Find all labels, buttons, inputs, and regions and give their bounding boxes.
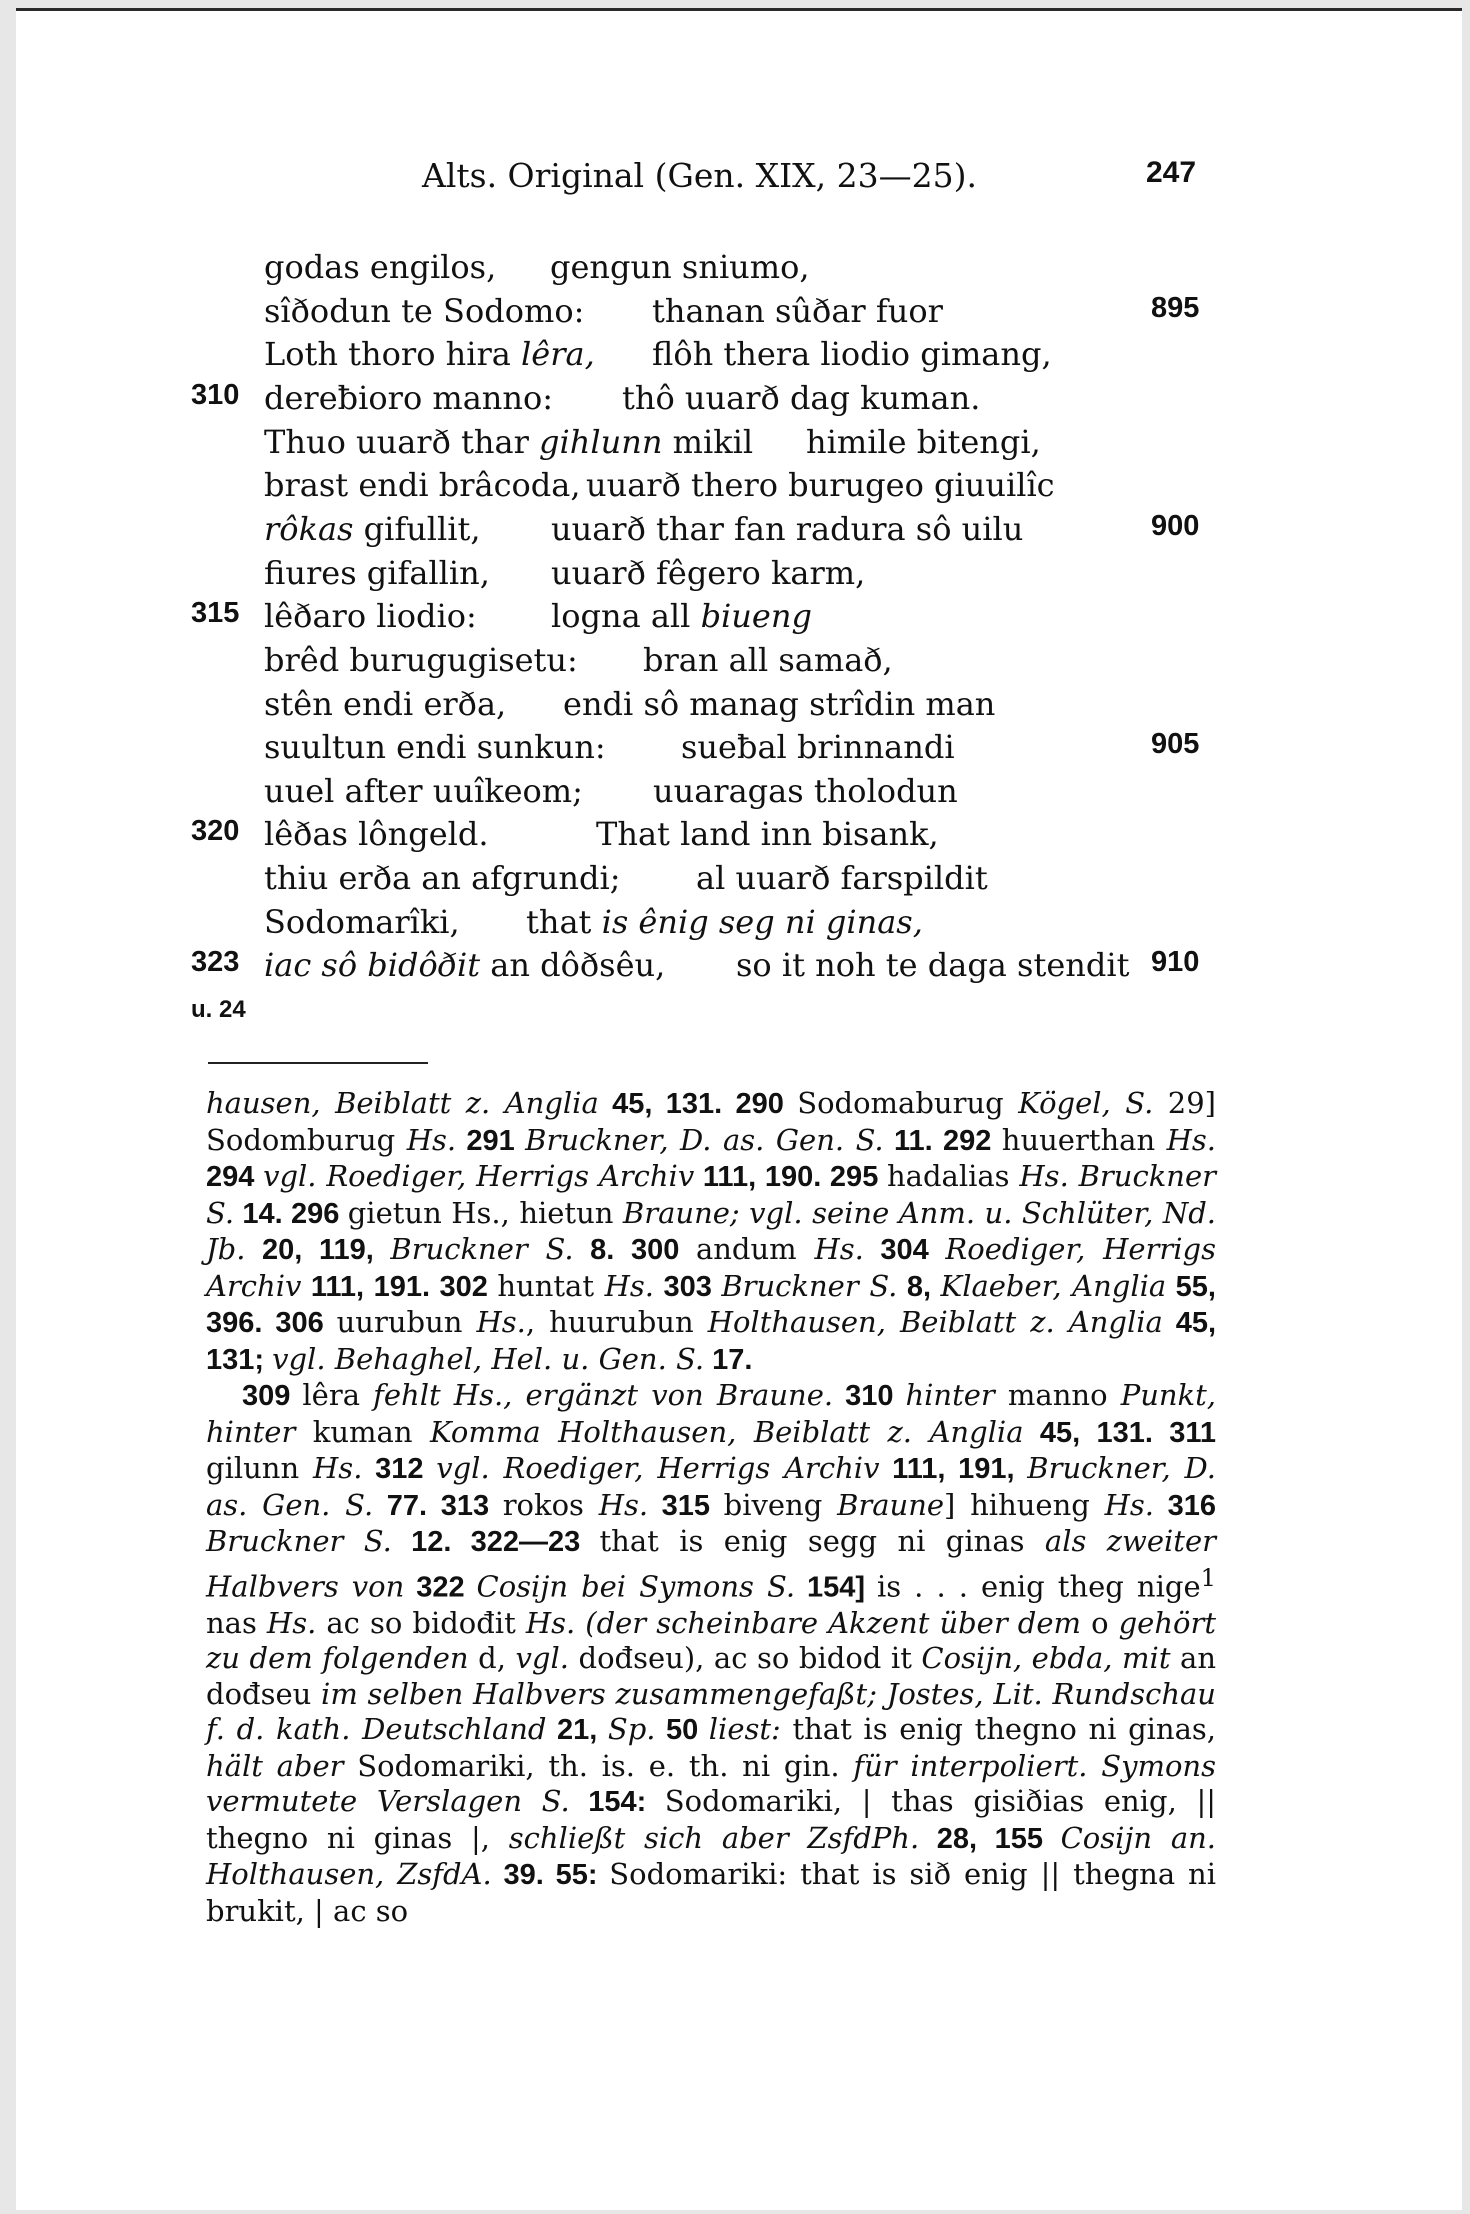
verse-line [16,946,1462,990]
first-half-verse: Thuo uuarð thar gihlunn mikil [264,423,754,461]
line-number-left: 310 [191,379,240,411]
footnote-text: is . . . enig theg nige [876,1569,1201,1604]
first-half-verse: lêðaro liodio: [264,597,477,635]
italic-emphasis: lêra, [521,335,595,373]
footnote-text: Sodomaburug [797,1086,1019,1120]
first-half-verse: Sodomarîki, [264,903,460,941]
italic-text: schließt sich aber ZsfdPh. [508,1820,920,1855]
reference-number: 28, 155 [919,1822,1061,1855]
reference-number: 291 [456,1124,526,1157]
italic-text: Hs. [313,1451,363,1485]
italic-text: Bruckner S. [721,1268,898,1303]
footnote-text: ] hihueng [944,1487,1105,1522]
second-half-verse: bran all samað, [643,641,893,679]
second-half-verse: endi sô manag strîdin man [563,685,996,723]
footnote-text: biveng [723,1487,838,1522]
scan-edge-line [16,8,1462,11]
first-half-verse: stên endi erða, [264,685,507,723]
reference-number: 77. 313 [373,1489,503,1522]
italic-text: als zweiter Halbvers von [206,1524,1216,1604]
reference-number: 8, [897,1270,941,1303]
reference-number: 111, 191. 302 [301,1270,498,1303]
second-half-verse: uuarð thar fan radura sô uilu [551,510,1024,548]
second-half-verse: uuarð fêgero karm, [551,554,866,592]
reference-number: 45, 131. 290 [598,1088,798,1120]
italic-text: Hs. [604,1268,654,1303]
footnote-text: an dođseu [206,1641,1216,1711]
page-number: 247 [1146,156,1197,189]
footnote-text: huntat [497,1268,605,1303]
italic-text: Hs. [598,1487,649,1522]
italic-text: Braune; vgl. seine Anm. u. Schlüter, Nd. Jb. [206,1195,1216,1266]
footnote-text: Sodomariki, | thas gisiðias enig, || thegno ni ginas |, [206,1784,1216,1855]
italic-text: Komma Holthausen, Beiblatt z. Anglia [429,1414,1024,1449]
superscript: 1 [1200,1563,1216,1592]
footnote-text: dođseu), ac so bidod it [568,1641,922,1676]
reference-number: 312 [362,1453,437,1485]
footnote-text: manno [994,1378,1121,1412]
verse-line [16,728,1462,772]
italic-text: Holthausen, Beiblatt z. Anglia [707,1305,1163,1339]
first-half-verse: suultun endi sunkun: [264,728,606,766]
reference-number: 39. 55: [491,1859,610,1892]
reference-number: 11. 292 [883,1124,1002,1157]
book-page [16,8,1462,2210]
reference-number: 310 [833,1380,906,1412]
italic-emphasis: is ênig seg ni ginas, [601,903,923,941]
verse-line [16,335,1462,379]
reference-number: 45, 131; [206,1307,1217,1376]
line-number-right: 895 [1151,292,1200,324]
italic-text: Sp. [607,1712,656,1747]
reference-number: 154] [795,1571,877,1604]
verse-line [16,859,1462,903]
reference-number: 304 [863,1234,946,1266]
second-half-verse: gengun sniumo, [550,248,810,286]
italic-text: hinter [905,1378,995,1412]
first-half-verse: rôkas gifullit, [264,510,481,548]
italic-text: hält aber [206,1748,344,1783]
footnote-text: rokos [502,1487,599,1522]
italic-text: vgl. [515,1641,569,1676]
second-half-verse: logna all biueng [551,597,812,635]
italic-text: Punkt, hinter [206,1378,1216,1449]
reference-number: 8. 300 [573,1234,696,1266]
reference-number: 303 [654,1270,722,1303]
verse-line [16,466,1462,510]
reference-number: 154: [569,1786,665,1819]
verse-line [16,292,1462,336]
verse-line [16,815,1462,859]
reference-number: 14. 296 [234,1197,348,1230]
running-title: Alts. Original (Gen. XIX, 23—25). [422,156,977,195]
first-half-verse: Loth thoro hira lêra, [264,335,595,373]
first-half-verse: fiures gifallin, [264,554,490,592]
reference-number: 55, 396. 306 [206,1270,1216,1339]
reference-number: 20, 119, [245,1234,391,1266]
italic-text: Klaeber, Anglia [940,1268,1167,1303]
reference-number: 12. 322—23 [391,1526,600,1558]
footnote-paragraph-2 [206,1378,1216,1929]
first-half-verse: brêd burugugisetu: [264,641,578,679]
first-half-verse: thiu erða an afgrundi; [264,859,621,897]
reference-number: 315 [648,1489,724,1522]
verse-line [16,379,1462,423]
second-half-verse: flôh thera liodio gimang, [652,335,1052,373]
footnote-text: hadalias [887,1159,1020,1193]
reference-number: 17. [704,1343,753,1376]
italic-text: Bruckner S. [206,1524,392,1558]
second-half-verse: That land inn bisank, [596,815,939,853]
reference-number: 322 [404,1571,477,1604]
verse-line [16,423,1462,467]
footnote-text: that is enig segg ni ginas [599,1524,1045,1558]
line-number-left: 315 [191,597,240,629]
italic-text: Bruckner, D. as. Gen. S. [525,1122,884,1157]
reference-number: 294 [206,1161,264,1193]
reference-number: 111, 191, [879,1453,1028,1485]
second-half-verse: himile bitengi, [806,423,1041,461]
footnote-text: that is enig thegno ni ginas, [780,1712,1216,1747]
reference-number: 50 [655,1714,709,1747]
line-number-right: 905 [1151,728,1200,760]
italic-emphasis: iac sô bidôðit [264,946,481,984]
footnote-separator [208,1062,428,1064]
italic-text: Bruckner S. [390,1232,574,1266]
footnote-text: ac so bidođit [316,1605,526,1640]
footnote-text: 29] Sodomburug [206,1086,1216,1157]
second-half-verse: thanan sûðar fuor [652,292,943,330]
verse-line [16,248,1462,292]
italic-text: Hs. [1104,1487,1154,1522]
line-reference [16,996,1462,1032]
italic-text: Hs. (der scheinbare Akzent über dem [525,1605,1082,1640]
footnote-text: Sodomariki, th. is. e. th. ni gin. [343,1748,854,1783]
first-half-verse: sîðodun te Sodomo: [264,292,585,330]
footnote-text: kuman [295,1414,430,1449]
italic-text: Roediger, Herrigs Archiv [206,1232,1216,1303]
italic-text: liest: [708,1712,781,1747]
italic-text: Hs. [476,1305,526,1339]
reference-number: 21, [546,1714,608,1747]
verse-line [16,597,1462,641]
footnote-text: andum [695,1232,815,1266]
page-header [16,156,1462,204]
italic-text: gehört zu dem folgenden [206,1605,1216,1676]
line-number-right: 910 [1151,946,1200,978]
italic-text: Cosijn bei Symons S. [476,1569,796,1604]
italic-text: hausen, Beiblatt z. Anglia [206,1086,599,1120]
line-number-right: 900 [1151,510,1200,542]
first-half-verse: lêðas lôngeld. [264,815,489,853]
verse-line [16,772,1462,816]
line-ref-label: u. 24 [191,996,246,1023]
italic-text: vgl. Roediger, Herrigs Archiv [263,1159,695,1193]
italic-text: Cosijn an. Holthausen, ZsfdA. [206,1820,1217,1892]
footnote-text: o [1081,1605,1119,1640]
second-half-verse: al uuarð farspildit [696,859,988,897]
italic-emphasis: gihlunn [539,423,663,461]
second-half-verse: uuarð thero burugeo giuuilîc [586,466,1055,504]
footnotes [206,1086,1216,1929]
italic-text: im selben Halbvers zusammengefaßt; Jostes, Lit. Rundschau f. d. kath. Deutschland [206,1676,1216,1747]
reference-number: 45, 131. 311 [1023,1416,1216,1449]
italic-emphasis: rôkas [264,510,354,548]
footnote-text: d, [468,1641,516,1676]
footnote-text: uurubun [336,1305,477,1339]
italic-text: Hs. [406,1122,457,1157]
reference-number: 111, 190. 295 [694,1161,887,1193]
footnote-text: gilunn [206,1451,314,1485]
second-half-verse: thô uuarð dag kuman. [622,379,981,417]
footnote-text: lêra [302,1378,374,1412]
footnote-text: gietun Hs., hietun [347,1195,623,1230]
second-half-verse: uuaragas tholodun [653,772,958,810]
first-half-verse: brast endi brâcoda, [264,466,581,504]
italic-text: Bruckner, D. as. Gen. S. [206,1451,1216,1522]
first-half-verse: godas engilos, [264,248,497,286]
italic-text: vgl. Roediger, Herrigs Archiv [436,1451,880,1485]
verse-line [16,641,1462,685]
italic-text: Hs. [266,1605,317,1640]
line-number-left: 323 [191,946,240,978]
first-half-verse: dereƀioro manno: [264,379,554,417]
italic-text: vgl. Behaghel, Hel. u. Gen. S. [272,1341,705,1376]
second-half-verse: sueƀal brinnandi [681,728,955,766]
line-number-left: 320 [191,815,240,847]
footnote-text: Sodomariki: that is sið enig || thegna ni brukit, | ac so [206,1857,1216,1928]
footnote-text: , huurubun [525,1305,708,1339]
footnote-paragraph-1 [206,1086,1216,1378]
verse-line [16,903,1462,947]
italic-text: Hs. Bruckner S. [206,1159,1216,1230]
verse-line [16,685,1462,729]
first-half-verse: iac sô bidôðit an dôðsêu, [264,946,666,984]
verse-line [16,510,1462,554]
footnote-text: huuerthan [1001,1122,1167,1157]
italic-text: Hs. [814,1232,864,1266]
italic-emphasis: biueng [700,597,812,635]
italic-text: Kögel, S. [1018,1086,1154,1120]
verse-line [16,554,1462,598]
reference-number: 316 [1153,1489,1216,1522]
italic-text: Cosijn, ebda, mit [921,1641,1171,1676]
italic-text: Hs. [1166,1122,1217,1157]
italic-text: Braune [837,1487,945,1522]
footnote-text: nas [206,1605,267,1640]
italic-text: fehlt Hs., ergänzt von Braune. [373,1378,834,1412]
second-half-verse: so it noh te daga stendit [736,946,1130,984]
first-half-verse: uuel after uuîkeom; [264,772,583,810]
second-half-verse: that is ênig seg ni ginas, [526,903,923,941]
italic-text: für interpoliert. Symons vermutete Verslagen S. [206,1748,1216,1819]
reference-number: 309 [242,1380,303,1412]
